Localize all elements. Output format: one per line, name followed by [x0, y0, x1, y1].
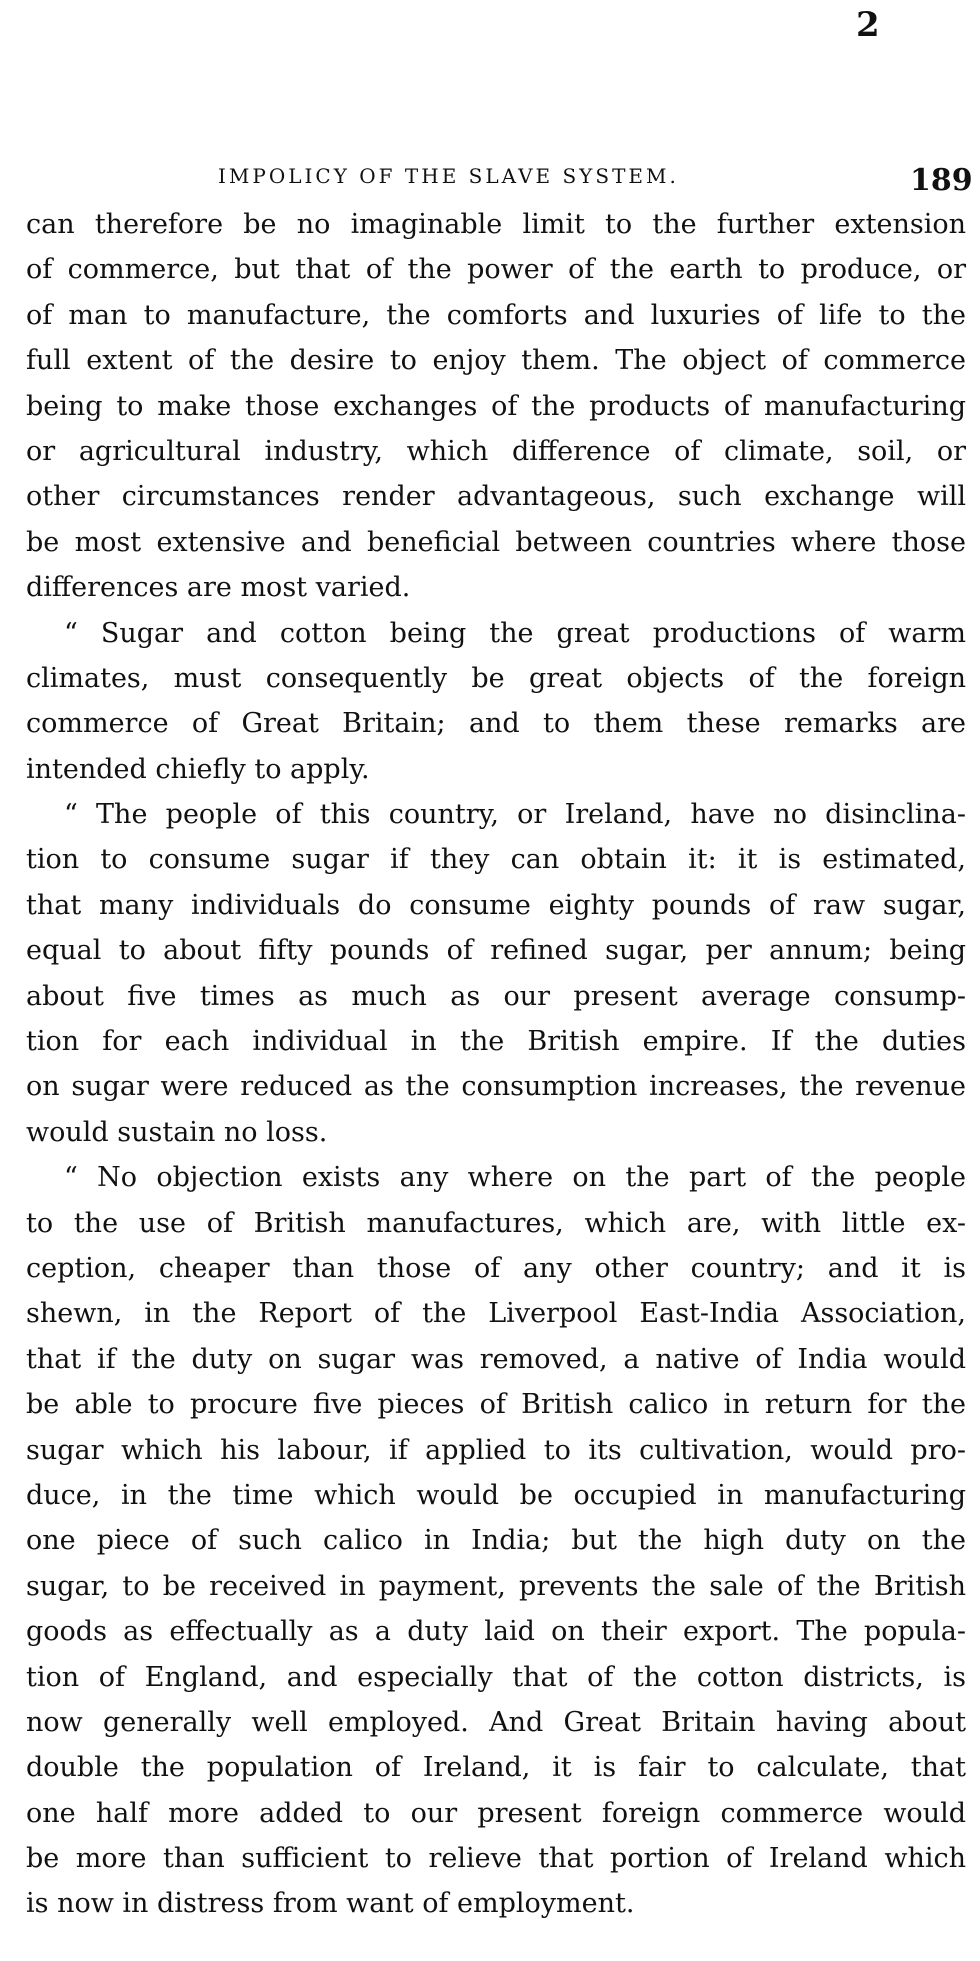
text-line: “ Sugar and cotton being the great productions of warm	[64, 617, 966, 649]
paragraph-1	[26, 202, 966, 611]
text-line: goods as effectually as a duty laid on their export. The popula-	[26, 1616, 966, 1648]
paragraph-4	[26, 1155, 966, 1927]
text-line: climates, must consequently be great objects of the foreign	[26, 662, 966, 694]
text-line: be able to procure five pieces of British calico in return for the	[26, 1389, 966, 1421]
paragraph-2	[26, 611, 966, 793]
text-line: can therefore be no imaginable limit to the further extension	[26, 209, 966, 240]
text-line: sugar, to be received in payment, prevents the sale of the British	[26, 1570, 966, 1602]
text-line: being to make those exchanges of the products of manufacturing	[26, 390, 966, 422]
text-line: other circumstances render advantageous, such exchange will	[26, 481, 966, 513]
text-line: “ No objection exists any where on the part of the people	[64, 1162, 966, 1194]
text-line: would sustain no loss.	[26, 1116, 328, 1148]
text-line: one half more added to our present foreign commerce would	[26, 1797, 966, 1829]
text-line: shewn, in the Report of the Liverpool East-India Association,	[26, 1298, 966, 1330]
text-line: tion for each individual in the British empire. If the duties	[26, 1026, 966, 1058]
text-line: sugar which his labour, if applied to its cultivation, would pro-	[26, 1434, 966, 1466]
text-line: of commerce, but that of the power of the earth to produce, or	[26, 254, 966, 286]
text-line: equal to about fifty pounds of refined sugar, per annum; being	[26, 935, 966, 967]
text-line: “ The people of this country, or Ireland, have no disinclina-	[64, 799, 966, 831]
text-line: or agricultural industry, which difference of climate, soil, or	[26, 435, 966, 467]
text-line: ception, cheaper than those of any other country; and it is	[26, 1252, 966, 1284]
text-line: on sugar were reduced as the consumption increases, the revenue	[26, 1071, 966, 1103]
text-line: differences are most varied.	[26, 572, 411, 604]
text-line: about five times as much as our present average consump-	[26, 980, 966, 1012]
text-line: be most extensive and beneficial between countries where those	[26, 526, 966, 558]
text-line: duce, in the time which would be occupied in manufacturing	[26, 1479, 966, 1511]
running-head: IMPOLICY OF THE SLAVE SYSTEM.	[218, 164, 679, 188]
text-line: to the use of British manufactures, which are, with little ex-	[26, 1207, 966, 1239]
text-line: that many individuals do consume eighty pounds of raw sugar,	[26, 889, 966, 921]
text-line: full extent of the desire to enjoy them. The object of commerce	[26, 345, 966, 377]
text-line: now generally well employed. And Great Britain having about	[26, 1706, 966, 1738]
text-line: intended chiefly to apply.	[26, 753, 370, 785]
text-line: tion to consume sugar if they can obtain it: it is estimated,	[26, 844, 966, 876]
text-line: double the population of Ireland, it is fair to calculate, that	[26, 1752, 966, 1784]
text-line: one piece of such calico in India; but the high duty on the	[26, 1525, 966, 1557]
text-line: of man to manufacture, the comforts and luxuries of life to the	[26, 299, 966, 331]
page-number: 189	[910, 163, 973, 198]
paragraph-3	[26, 792, 966, 1155]
text-line: that if the duty on sugar was removed, a native of India would	[26, 1343, 966, 1375]
text-line: be more than sufficient to relieve that portion of Ireland which	[26, 1843, 966, 1875]
text-line: is now in distress from want of employment.	[26, 1888, 635, 1920]
text-line: commerce of Great Britain; and to them these remarks are	[26, 708, 966, 740]
body-text	[26, 202, 966, 1927]
corner-mark: 2	[856, 5, 880, 45]
text-line: tion of England, and especially that of the cotton districts, is	[26, 1661, 966, 1693]
